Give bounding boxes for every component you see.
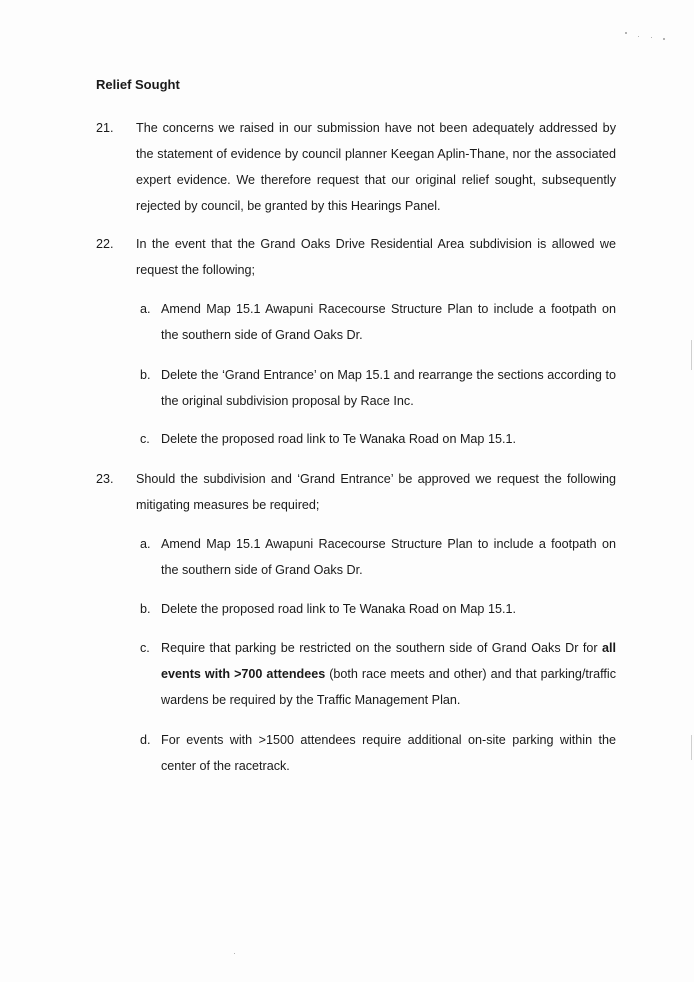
list-item-text (161, 635, 616, 713)
list-item-text-start: Require that parking be restricted on the southern side of Grand Oaks Dr for (161, 641, 602, 655)
scan-speck (625, 32, 627, 34)
list-item-23d (140, 727, 616, 779)
list-item-letter: b. (140, 368, 151, 382)
list-item-text: Amend Map 15.1 Awapuni Racecourse Structure Plan to include a footpath on the southern side of Grand Oaks Dr. (161, 302, 616, 342)
list-item-letter: a. (140, 302, 151, 316)
list-item-letter: c. (140, 641, 150, 655)
list-item-text: For events with >1500 attendees require additional on-site parking within the center of the racetrack. (161, 733, 616, 773)
paragraph-text: Should the subdivision and ‘Grand Entrance’ be approved we request the following mitigating measures be required; (136, 472, 616, 512)
scan-edge-mark (691, 735, 692, 760)
list-item-letter: b. (140, 602, 151, 616)
scan-speck (663, 38, 665, 40)
scan-edge-mark (691, 340, 692, 370)
scan-speck (651, 37, 652, 38)
scan-speck (234, 953, 235, 954)
section-heading: Relief Sought (96, 77, 180, 92)
paragraph-text: In the event that the Grand Oaks Drive Residential Area subdivision is allowed we request the following; (136, 237, 616, 277)
scan-speck (638, 36, 639, 37)
paragraph-text: The concerns we raised in our submission have not been adequately addressed by the statement of evidence by council planner Keegan Aplin-Thane, nor the associated expert evidence. We therefore request that our original relief sought, subsequently rejected by council, be granted by this Hearings Panel. (136, 121, 616, 213)
list-item-letter: c. (140, 432, 150, 446)
list-item-22b (140, 362, 616, 414)
list-item-23b (140, 596, 616, 622)
list-item-text: Delete the ‘Grand Entrance’ on Map 15.1 and rearrange the sections according to the original subdivision proposal by Race Inc. (161, 368, 616, 408)
list-item-text: Amend Map 15.1 Awapuni Racecourse Structure Plan to include a footpath on the southern side of Grand Oaks Dr. (161, 537, 616, 577)
list-item-letter: d. (140, 733, 151, 747)
paragraph-number: 23. (96, 472, 114, 486)
list-item-text: Delete the proposed road link to Te Wanaka Road on Map 15.1. (161, 432, 516, 446)
list-item-text-emphasis: all events with >700 attendees (161, 641, 616, 681)
list-item-23a (140, 531, 616, 583)
paragraph-23 (96, 466, 616, 518)
paragraph-21 (96, 115, 616, 219)
list-item-text: Delete the proposed road link to Te Wanaka Road on Map 15.1. (161, 602, 516, 616)
list-item-text-end: (both race meets and other) and that parking/traffic wardens be required by the Traffic Management Plan. (161, 667, 616, 707)
list-item-22a (140, 296, 616, 348)
list-item-23c (140, 635, 616, 713)
paragraph-number: 22. (96, 237, 114, 251)
paragraph-number: 21. (96, 121, 114, 135)
list-item-letter: a. (140, 537, 151, 551)
list-item-22c (140, 426, 616, 452)
paragraph-22 (96, 231, 616, 283)
